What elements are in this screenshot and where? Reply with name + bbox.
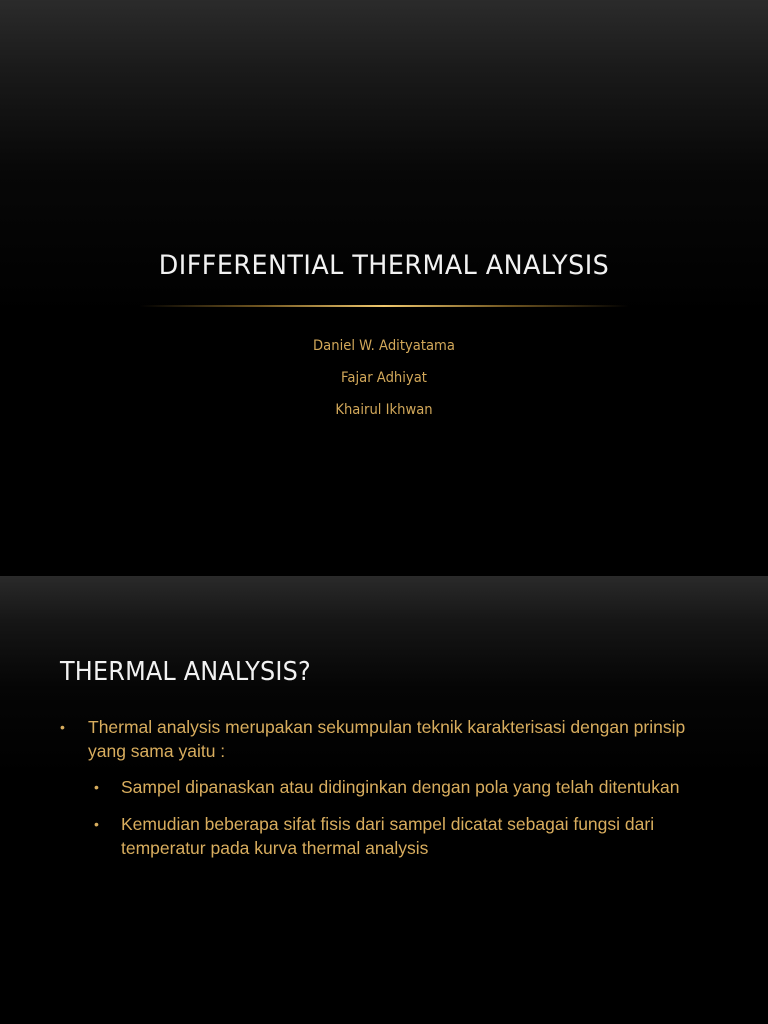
- slide-title: DIFFERENTIAL THERMAL ANALYSIS: [158, 250, 610, 281]
- sub-bullet-item: [94, 775, 720, 799]
- bullet-icon: •: [94, 816, 99, 832]
- title-divider: [140, 305, 628, 307]
- bullet-item: [60, 715, 720, 860]
- author-name: Khairul Ikhwan: [335, 402, 433, 418]
- bullet-icon: •: [60, 719, 65, 735]
- bullet-icon: •: [94, 779, 99, 795]
- sub-bullet-text: Kemudian beberapa sifat fisis dari sampel dicatat sebagai fungsi dari temperatur pada kurva thermal analysis: [121, 814, 655, 858]
- sub-bullet-list: [88, 775, 720, 860]
- slide-heading: THERMAL ANALYSIS?: [60, 657, 311, 687]
- bullet-list: [60, 715, 720, 873]
- sub-bullet-text: Sampel dipanaskan atau didinginkan dengan pola yang telah ditentukan: [121, 777, 680, 797]
- author-name: Daniel W. Adityatama: [313, 338, 455, 354]
- author-list: [0, 330, 768, 426]
- bullet-text: Thermal analysis merupakan sekumpulan teknik karakterisasi dengan prinsip yang sama yaitu :: [88, 717, 686, 761]
- author-name: Fajar Adhiyat: [341, 370, 427, 386]
- sub-bullet-item: [94, 812, 720, 860]
